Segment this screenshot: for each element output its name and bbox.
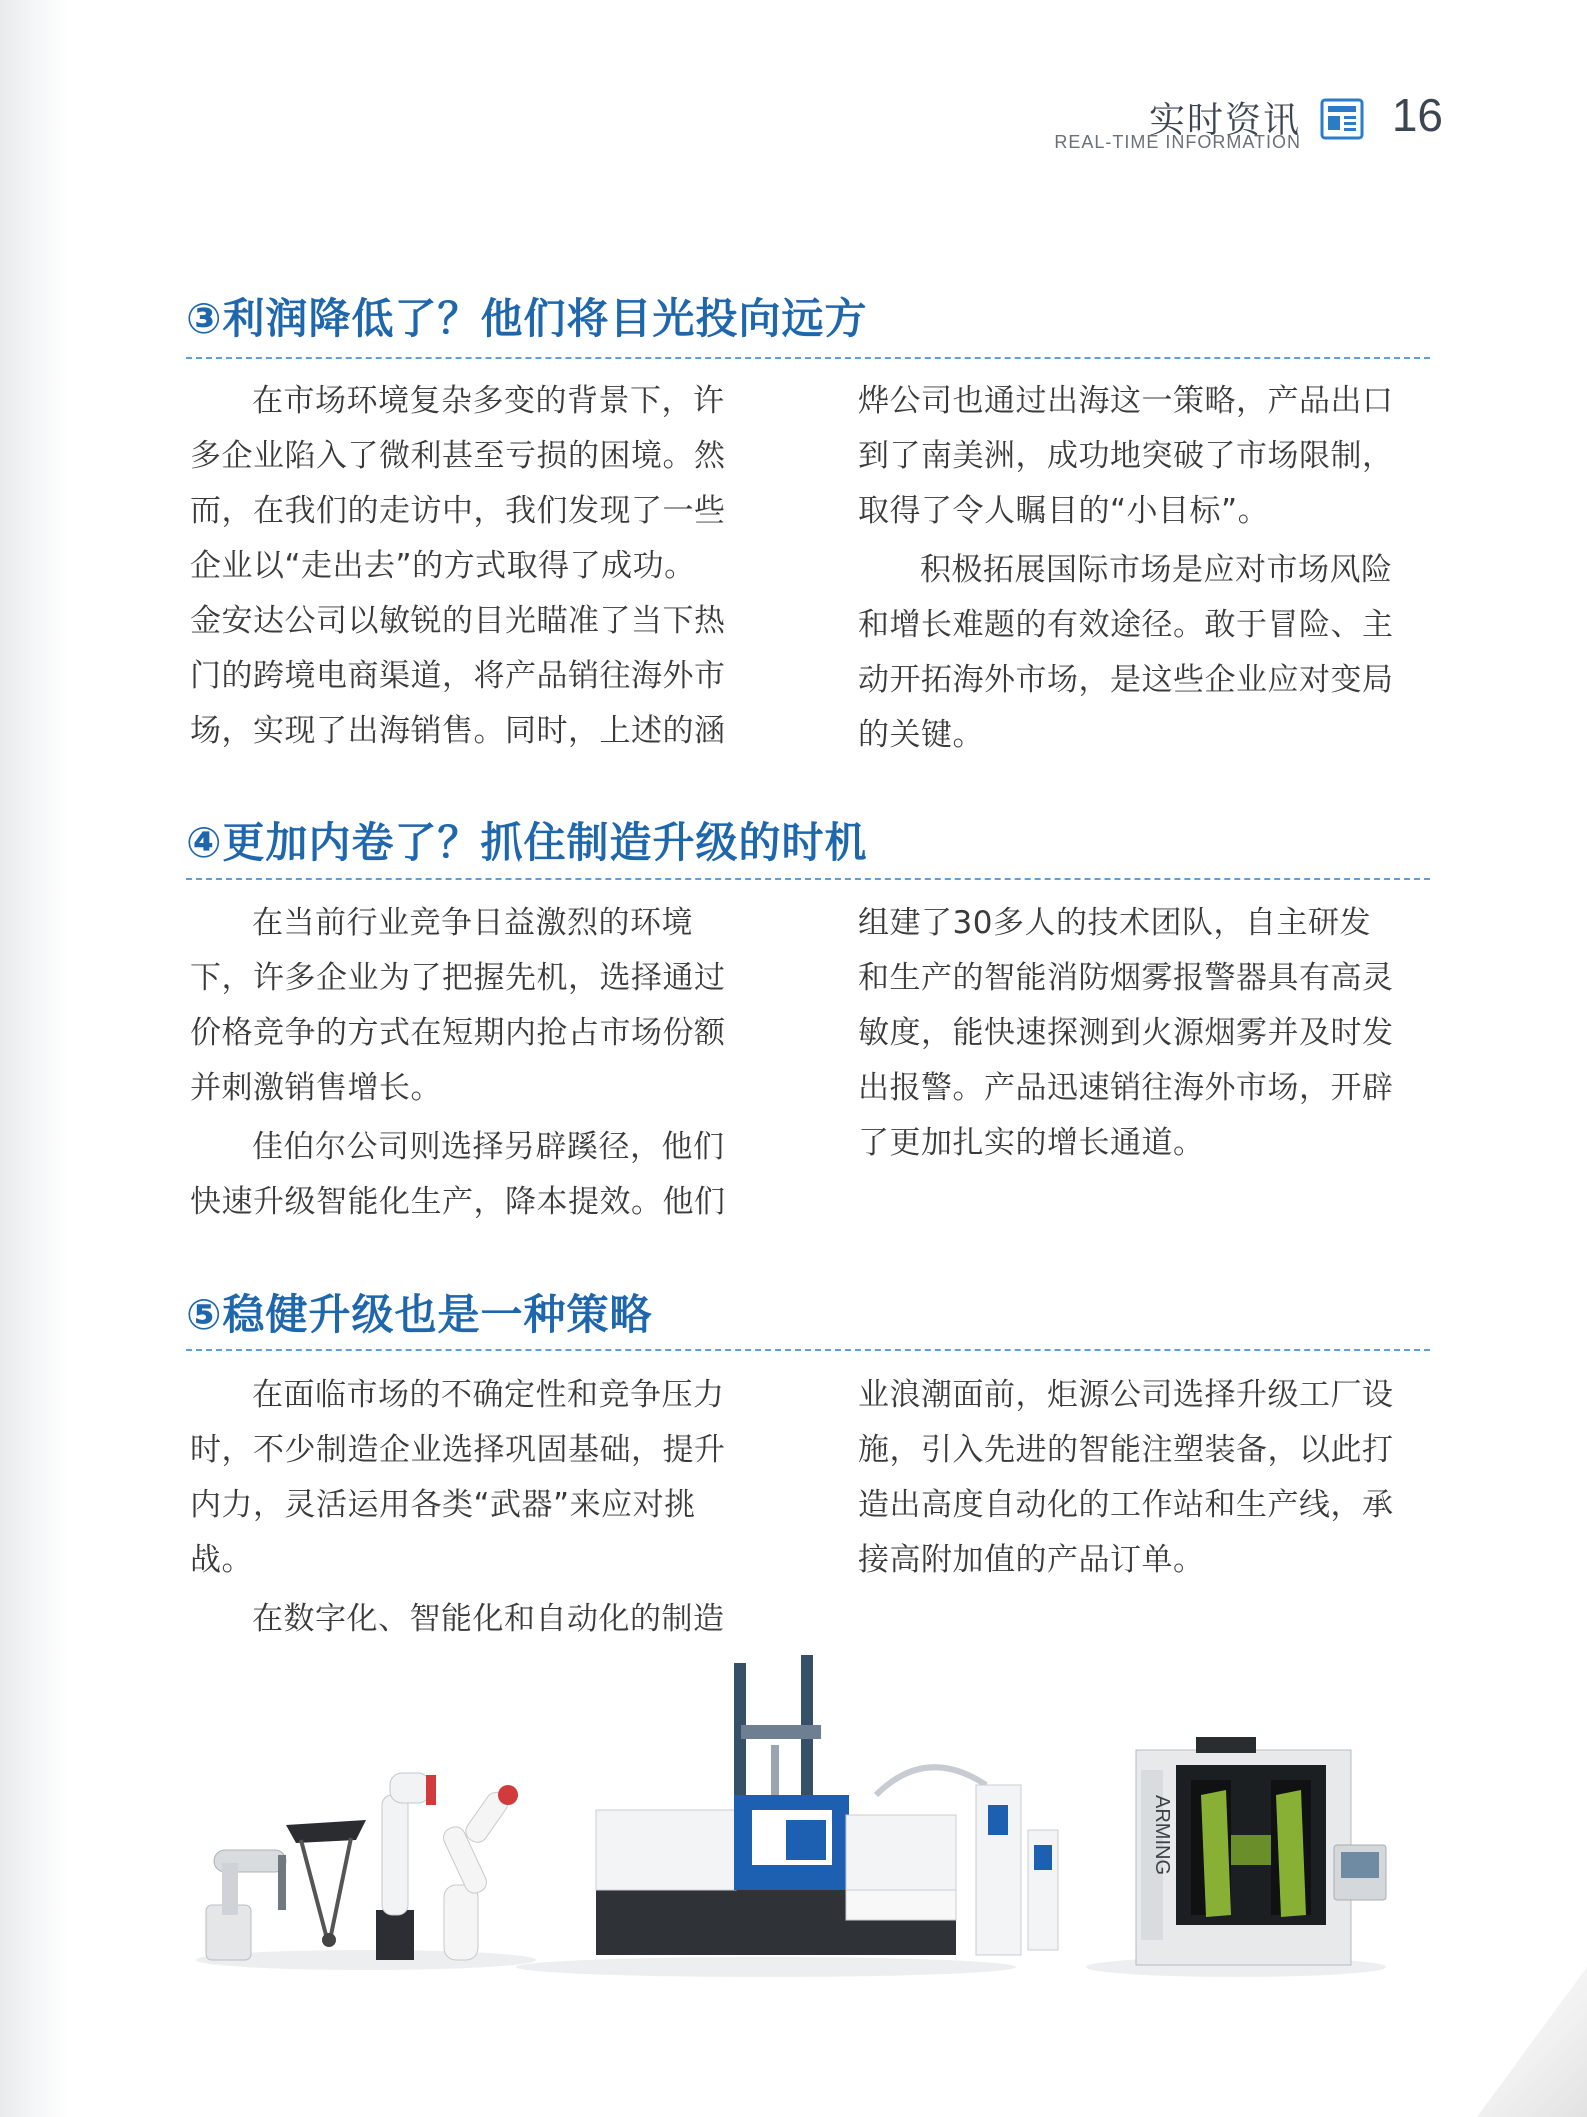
product-photo-band	[186, 1655, 1430, 1995]
paragraph	[858, 1368, 1438, 1588]
newspaper-icon	[1319, 96, 1365, 142]
header-section-title: 实时资讯	[1148, 100, 1301, 141]
text-line: 门的跨境电商渠道，将产品销往海外市	[190, 658, 726, 694]
text-line: 动开拓海外市场，是这些企业应对变局	[858, 662, 1394, 698]
paragraph	[858, 543, 1438, 763]
section-divider	[186, 878, 1430, 880]
text-line: 内力，灵活运用各类“武器”来应对挑	[190, 1487, 696, 1523]
text-line: 造出高度自动化的工作站和生产线，承	[858, 1487, 1394, 1523]
text-line: 企业以“走出去”的方式取得了成功。	[190, 548, 696, 584]
text-line: 了更加扎实的增长通道。	[858, 1125, 1205, 1161]
text-line: 在面临市场的不确定性和竞争压力	[252, 1377, 725, 1413]
page-curl	[1477, 1967, 1587, 2117]
right-column	[858, 1368, 1438, 1588]
paragraph	[190, 1120, 770, 1230]
text-line: 在数字化、智能化和自动化的制造	[252, 1601, 725, 1637]
text-line: 接高附加值的产品订单。	[858, 1542, 1205, 1578]
text-line: 时，不少制造企业选择巩固基础，提升	[190, 1432, 726, 1468]
text-line: 的关键。	[858, 717, 984, 753]
text-line: 下，许多企业为了把握先机，选择通过	[190, 960, 726, 996]
text-line: 价格竞争的方式在短期内抢占市场份额	[190, 1015, 726, 1051]
left-column	[190, 374, 770, 759]
text-line: 在市场环境复杂多变的背景下，许	[252, 383, 725, 419]
cnc-machine-image	[1086, 1737, 1386, 1977]
robot-arms-image	[196, 1773, 536, 1970]
section-title: ③利润降低了？他们将目光投向远方	[186, 294, 868, 343]
text-line: 而，在我们的走访中，我们发现了一些	[190, 493, 726, 529]
section-title: ⑤稳健升级也是一种策略	[186, 1290, 653, 1339]
left-column	[190, 896, 770, 1230]
left-column	[190, 1368, 770, 1647]
right-column	[858, 896, 1438, 1171]
header-section-subtitle: REAL-TIME INFORMATION	[1054, 132, 1301, 152]
paragraph	[858, 374, 1438, 539]
text-line: 和增长难题的有效途径。敢于冒险、主	[858, 607, 1394, 643]
page-header	[1023, 89, 1443, 154]
text-line: 组建了30多人的技术团队，自主研发	[858, 905, 1371, 941]
text-line: 业浪潮面前，炬源公司选择升级工厂设	[858, 1377, 1394, 1413]
text-line: 取得了令人瞩目的“小目标”。	[858, 493, 1270, 529]
page-number: 16	[1391, 89, 1443, 141]
paragraph	[190, 1592, 770, 1647]
paragraph	[190, 1368, 770, 1588]
paragraph	[190, 374, 770, 759]
section-divider	[186, 1349, 1430, 1351]
text-line: 快速升级智能化生产，降本提效。他们	[190, 1184, 726, 1220]
right-column	[858, 374, 1438, 763]
text-line: 积极拓展国际市场是应对市场风险	[920, 552, 1393, 588]
text-line: 在当前行业竞争日益激烈的环境	[252, 905, 693, 941]
text-line: 烨公司也通过出海这一策略，产品出口	[858, 383, 1394, 419]
paragraph	[858, 896, 1438, 1171]
injection-molding-machine-image	[516, 1655, 1058, 1977]
text-line: 金安达公司以敏锐的目光瞄准了当下热	[190, 603, 726, 639]
text-line: 到了南美洲，成功地突破了市场限制，	[858, 438, 1394, 474]
section-title: ④更加内卷了？抓住制造升级的时机	[186, 818, 868, 867]
text-line: 战。	[190, 1542, 253, 1578]
text-line: 场，实现了出海销售。同时，上述的涵	[190, 713, 726, 749]
text-line: 和生产的智能消防烟雾报警器具有高灵	[858, 960, 1394, 996]
text-line: 出报警。产品迅速销往海外市场，开辟	[858, 1070, 1394, 1106]
text-line: 多企业陷入了微利甚至亏损的困境。然	[190, 438, 726, 474]
text-line: 佳伯尔公司则选择另辟蹊径，他们	[252, 1129, 725, 1165]
text-line: 并刺激销售增长。	[190, 1070, 442, 1106]
page-gutter-shadow	[0, 0, 70, 2117]
text-line: 敏度，能快速探测到火源烟雾并及时发	[858, 1015, 1394, 1051]
paragraph	[190, 896, 770, 1116]
section-divider	[186, 357, 1430, 359]
text-line: 施，引入先进的智能注塑装备，以此打	[858, 1432, 1394, 1468]
machine-brand-label: ARMING	[1151, 1795, 1173, 1875]
